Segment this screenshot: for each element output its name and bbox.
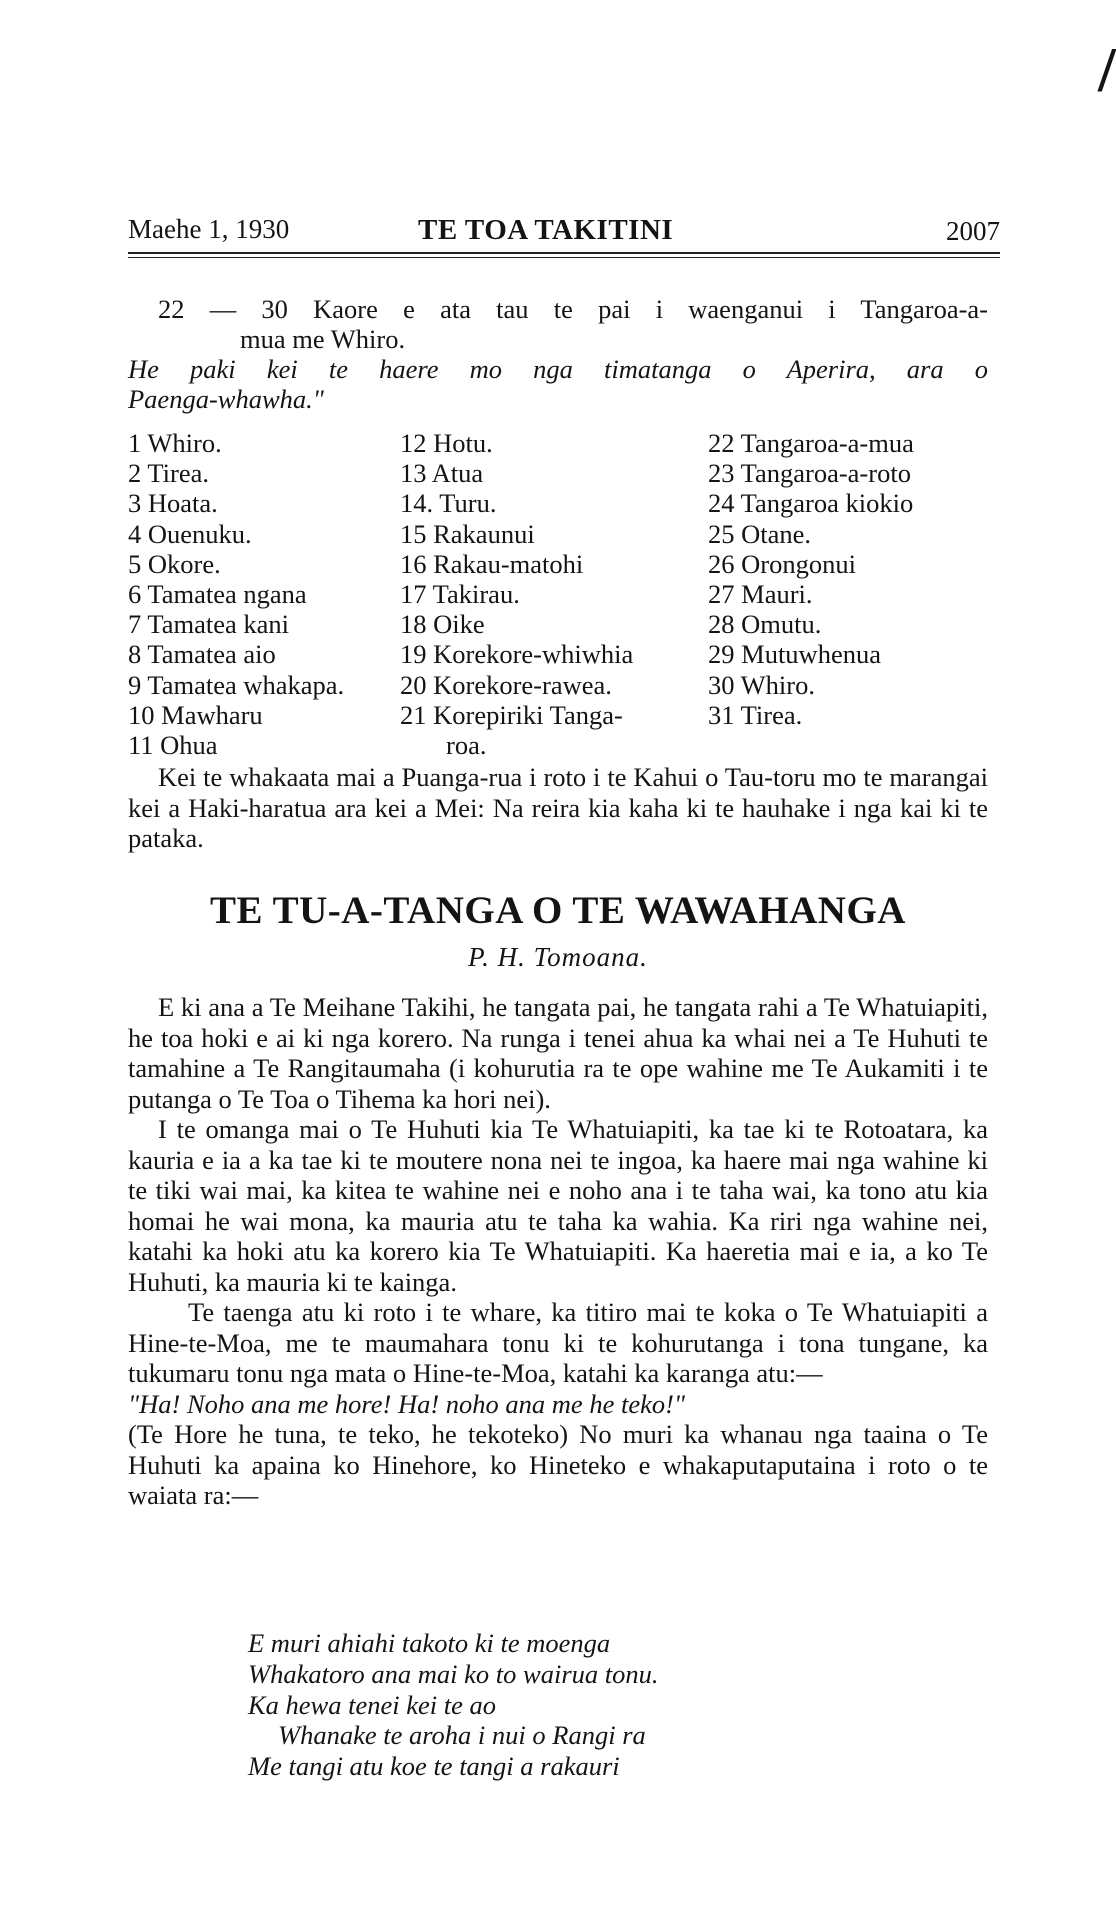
puanga-paragraph [128,762,988,854]
calendar-day: 24 Tangaroa kiokio [708,488,914,519]
calendar-day: 23 Tangaroa-a-roto [708,458,911,489]
calendar-day: 26 Orongonui [708,548,856,579]
calendar-day: 2 Tirea. [128,458,209,489]
calendar-column-1 [128,428,344,760]
calendar-day: 13 Atua [400,458,484,489]
calendar-day: 21 Korepiriki Tanga- [400,699,623,730]
poem-line: Whanake te aroha i nui o Rangi ra [278,1720,646,1751]
calendar-day: 10 Mawharu [128,699,263,730]
article-quote: "Ha! Noho ana me hore! Ha! noho ana me he teko!" [128,1388,686,1419]
calendar-day: 14. Turu. [400,488,497,519]
header-date: Maehe 1, 1930 [128,214,290,244]
poem-line: Me tangi atu koe te tangi a rakauri [248,1751,620,1782]
poem-line: Whakatoro ana mai ko to wairua tonu. [248,1658,659,1689]
article-paragraph: Te taenga atu ki roto i te whare, ka titiro mai te koka o Te Whatuiapiti a Hine-te-Moa, me te maumahara tonu ki te kohurutanga i tona tungane, ka tukumaru tonu nga mata o Hine-te-Moa, katahi ka karanga atu:— [128,1297,988,1388]
calendar-day: 27 Mauri. [708,579,813,610]
intro-italic-line: Paenga-whawha." [128,384,324,414]
calendar-day: 18 Oike [400,609,485,640]
calendar-day: 29 Mutuwhenua [708,639,881,670]
calendar-day: 4 Ouenuku. [128,518,252,549]
calendar-column-3 [708,428,914,730]
poem-line: E muri ahiahi takoto ki te moenga [248,1628,611,1658]
calendar-day: 19 Korekore-whiwhia [400,639,634,670]
calendar-day: 30 Whiro. [708,669,815,700]
calendar-day: 22 Tangaroa-a-mua [708,428,914,458]
calendar-day: 1 Whiro. [128,428,222,458]
intro-note [128,294,988,414]
calendar-day: 25 Otane. [708,518,812,549]
header-rule-thin [128,257,1000,258]
calendar-day: 8 Tamatea aio [128,639,276,670]
waiata-poem [248,1628,659,1782]
calendar-day-continuation: roa. [446,730,487,761]
intro-italic-line: He paki kei te haere mo nga timatanga o Aperira, ara o [128,354,988,384]
calendar-day: 7 Tamatea kani [128,609,290,640]
article-body [128,992,988,1511]
article-paragraph: (Te Hore he tuna, te teko, he tekoteko) No muri ka whanau nga taaina o Te Huhuti ka apaina ko Hinehore, ko Hineteko e whakaputaputaina i roto o te waiata ra:— [128,1419,988,1510]
article-paragraph: I te omanga mai o Te Huhuti kia Te Whatuiapiti, ka tae ki te Rotoatara, ka kauria e ia a ka tae ki te moutere nona nei te ingoa, ka haere mai nga wahine ki te tiki wai mai, ka kitea te wahine nei e noho ana i te taha wai, ka tono atu kia homai he wai mona, ka mauria atu te taha ka wahia. Ka riri nga wahine nei, katahi ka hoki atu ka korero kia Te Whatuiapiti. Ka haeretia mai e ia, a ko Te Huhuti, ka mauria ki te kainga. [128,1114,988,1297]
calendar-day: 9 Tamatea whakapa. [128,669,345,700]
paragraph-text: Kei te whakaata mai a Puanga-rua i roto i te Kahui o Tau-toru mo te marangai kei a Haki-haratua ara kei a Mei: Na reira kia kaha ki te hauhake i nga kai ki te pataka. [128,762,988,853]
header-title: TE TOA TAKITINI [418,214,674,246]
calendar-day: 11 Ohua [128,730,218,761]
header-rule [128,252,1000,254]
poem-line: Ka hewa tenei kei te ao [248,1689,496,1720]
calendar-day: 15 Rakaunui [400,518,535,549]
calendar-day: 16 Rakau-matohi [400,548,584,579]
calendar-day: 12 Hotu. [400,428,493,458]
calendar-day: 28 Omutu. [708,609,822,640]
calendar-day: 5 Okore. [128,548,221,579]
calendar-column-2 [400,428,633,760]
article-author: P. H. Tomoana. [468,942,648,972]
corner-mark: / [1098,34,1116,105]
calendar-day: 3 Hoata. [128,488,218,519]
article-paragraph: E ki ana a Te Meihane Takihi, he tangata pai, he tangata rahi a Te Whatuiapiti, he toa hoki e ai ki nga korero. Na runga i tenei ahua ka whai nei a Te Huhuti te tamahine a Te Rangitaumaha (i kohurutia ra te ope wahine me Te Aukamiti i te putanga o Te Toa o Tihema ka hori nei). [128,992,988,1114]
calendar-day: 20 Korekore-rawea. [400,669,612,700]
calendar-day: 31 Tirea. [708,699,803,730]
page-header [128,214,1000,244]
article-title: TE TU-A-TANGA O TE WAWAHANGA [210,889,906,932]
intro-line: 22 — 30 Kaore e ata tau te pai i waenganui i Tangaroa-a- [158,294,988,324]
calendar-day: 17 Takirau. [400,579,520,610]
intro-line: mua me Whiro. [240,324,406,354]
page-number: 2007 [946,216,1000,246]
calendar-day: 6 Tamatea ngana [128,579,307,610]
